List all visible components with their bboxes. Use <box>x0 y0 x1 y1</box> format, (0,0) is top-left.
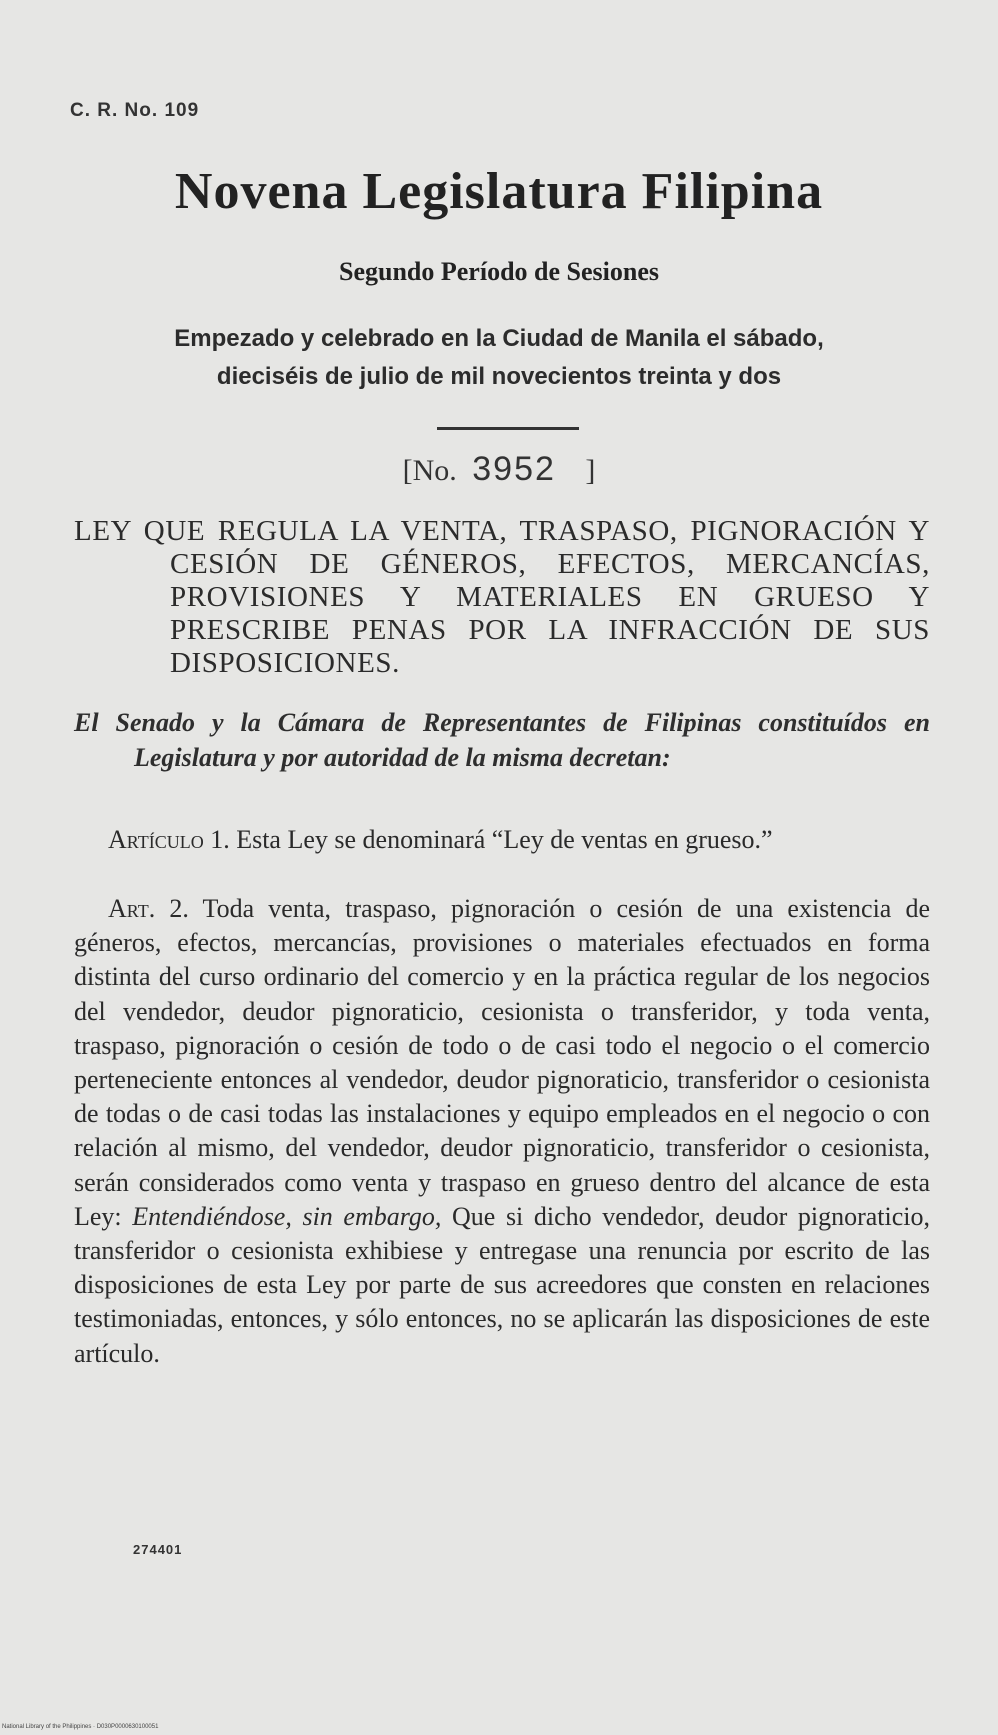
enacting-clause: El Senado y la Cámara de Representantes de Filipinas constituídos en Legislatura y por autoridad de la misma decretan: <box>74 708 930 772</box>
act-number <box>0 450 998 489</box>
article-1-label: Artículo 1. <box>108 825 230 854</box>
session-date-line-2: dieciséis de julio de mil novecientos treinta y dos <box>216 363 782 390</box>
session-date-line-1: Empezado y celebrado en la Ciudad de Manila el sábado, <box>174 325 824 352</box>
print-code: 274401 <box>133 1542 183 1557</box>
act-number-value: 3952 <box>472 450 556 488</box>
act-number-suffix: ] <box>585 454 596 487</box>
article-2-text: Toda venta, traspaso, pignoración o cesión de una existencia de géneros, efectos, mercancías, provisiones o materiales efectuados en forma distinta del curso ordinario del comercio y en la práctica regular de los negocios del vendedor, deudor pignoraticio, cesionista o transferidor, y toda venta, traspaso, pignoración o cesión de todo o de casi todo el negocio o el comercio perteneciente entonces al vendedor, deudor pignoraticio, transferidor o cesionista de todas o de casi todas las instalaciones y equipo empleados en el negocio o con relación al mismo, del vendedor, deudor pignoraticio, transferidor o cesionista, serán considerados como venta y traspaso en grueso dentro del alcance de esta Ley: <box>74 894 931 1231</box>
legislature-title: Novena Legislatura Filipina <box>174 163 824 220</box>
divider-rule <box>437 427 579 430</box>
article-2-text-after: Que si dicho vendedor, deudor pignoraticio, transferidor o cesionista exhibiese y entregase una renuncia por escrito de las disposiciones de esta Ley por parte de sus acreedores que consten en relaciones testimoniadas, entonces, y sólo entonces, no se aplicarán las disposiciones de este artículo. <box>74 1201 931 1368</box>
session-subtitle: Segundo Período de Sesiones <box>339 257 659 286</box>
act-number-prefix: [No. <box>402 454 457 487</box>
article-1-text: Esta Ley se denominará “Ley de ventas en grueso.” <box>236 825 773 854</box>
act-title: LEY QUE REGULA LA VENTA, TRASPASO, PIGNORACIÓN Y CESIÓN DE GÉNEROS, EFECTOS, MERCANCÍAS, PROVISIONES Y MATERIALES EN GRUESO Y PRESCRIBE PENAS POR LA INFRACCIÓN DE SUS DISPOSICIONES. <box>74 515 930 679</box>
library-footer: National Library of the Philippines · D030P0000630100051 <box>2 1724 159 1730</box>
article-2-proviso: Entendiéndose, sin embargo, <box>132 1201 442 1231</box>
session-date <box>0 320 998 396</box>
article-2 <box>74 892 930 1371</box>
article-1 <box>74 823 930 857</box>
article-2-label: Art. 2. <box>108 894 189 923</box>
cr-number: C. R. No. 109 <box>70 100 200 121</box>
